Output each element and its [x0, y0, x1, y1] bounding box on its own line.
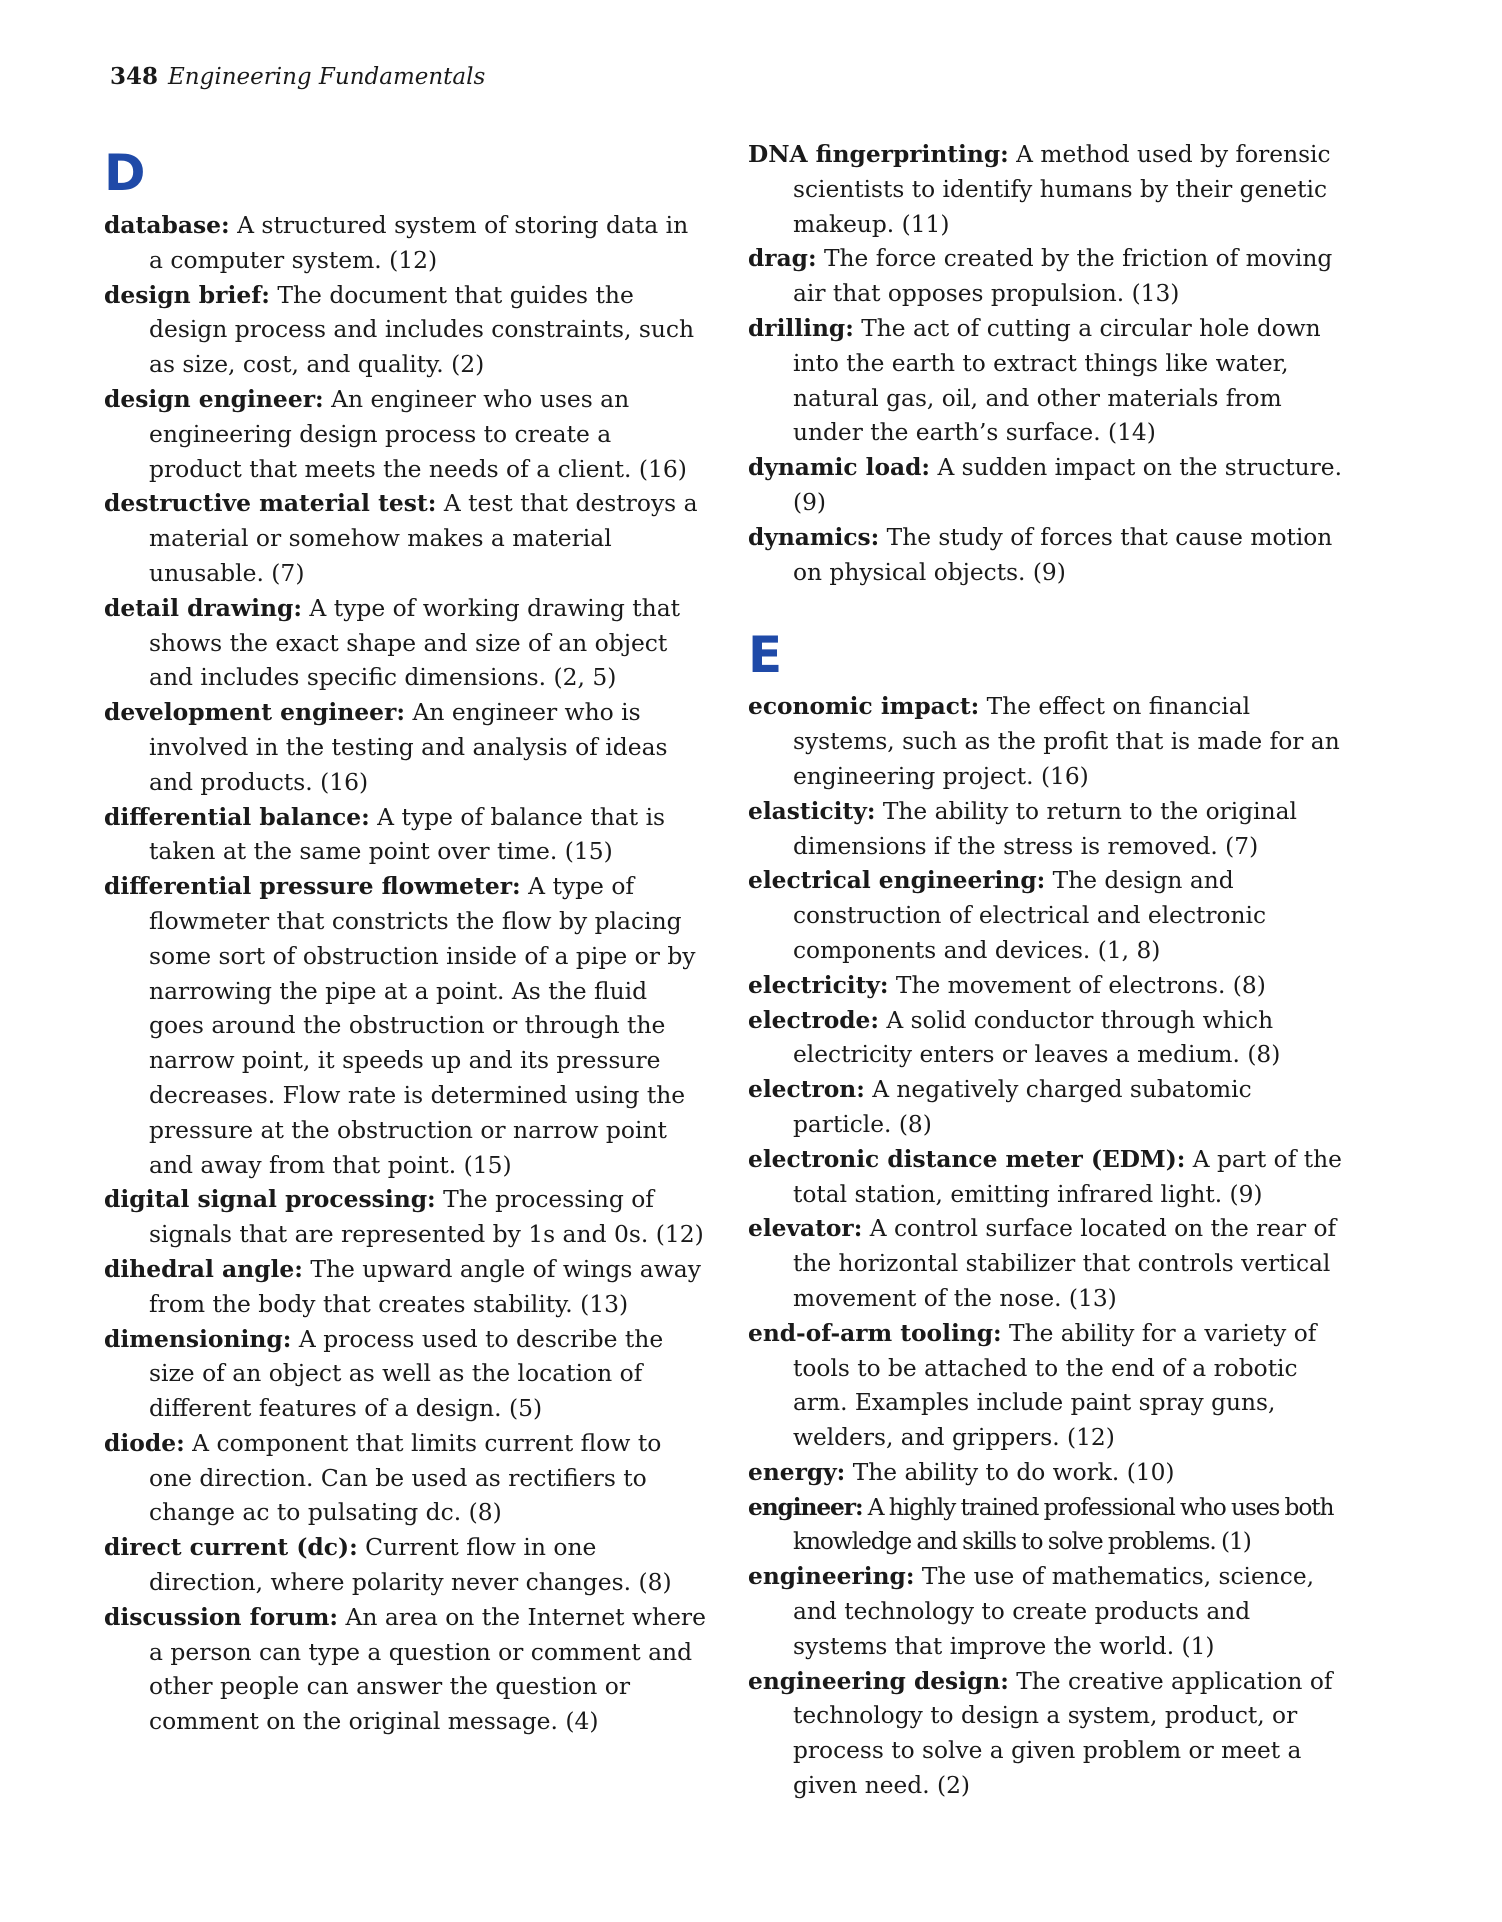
- glossary-definition: The use of mathematics, science, and technology to create products and systems that improve the world. (1): [793, 1563, 1315, 1660]
- glossary-entry: [104, 278, 706, 382]
- glossary-definition: The document that guides the design process and includes constraints, such as size, cost, and quality. (2): [149, 280, 695, 379]
- glossary-entry: [748, 312, 1348, 451]
- glossary-definition: A structured system of storing data in a computer system. (12): [149, 211, 689, 274]
- glossary-term: development engineer:: [104, 698, 405, 727]
- glossary-definition: The effect on financial systems, such as the profit that is made for an engineering project. (16): [793, 693, 1340, 790]
- glossary-term: DNA fingerprinting:: [748, 141, 1009, 168]
- glossary-term: dimensioning:: [104, 1324, 292, 1353]
- glossary-term: dynamic load:: [748, 454, 931, 482]
- page-number: 348: [110, 63, 159, 90]
- glossary-entry: [104, 591, 706, 695]
- glossary-term: electrical engineering:: [748, 867, 1046, 895]
- glossary-term: direct current (dc):: [104, 1533, 358, 1562]
- glossary-entry: [104, 869, 706, 1182]
- glossary-entry: [748, 1143, 1348, 1213]
- right-column: [748, 138, 1348, 1804]
- glossary-entry: [748, 138, 1348, 242]
- glossary-definition: The upward angle of wings away from the body that creates stability. (13): [149, 1254, 701, 1318]
- glossary-definition: An area on the Internet where a person can type a question or comment and other people can answer the question or comment on the original message. (4): [149, 1602, 706, 1736]
- glossary-term: dihedral angle:: [104, 1254, 303, 1283]
- glossary-entry: [748, 1456, 1348, 1491]
- glossary-entry: [748, 1004, 1348, 1074]
- glossary-definition: A test that destroys a material or somehow makes a material unusable. (7): [149, 489, 698, 587]
- glossary-term: digital signal processing:: [104, 1185, 436, 1214]
- glossary-entry: [748, 969, 1348, 1004]
- glossary-definition: The design and construction of electrical and electronic components and devices. (1, 8): [793, 867, 1267, 964]
- glossary-definition: Current flow in one direction, where polarity never changes. (8): [149, 1533, 672, 1597]
- glossary-entry: [104, 208, 706, 278]
- glossary-entry: [748, 864, 1348, 968]
- glossary-definition: The study of forces that cause motion on physical objects. (9): [793, 523, 1333, 586]
- book-title: Engineering Fundamentals: [168, 64, 486, 90]
- glossary-term: destructive material test:: [104, 489, 437, 518]
- glossary-list-d: [104, 208, 706, 1739]
- glossary-term: energy:: [748, 1458, 846, 1486]
- glossary-definition: A control surface located on the rear of the horizontal stabilizer that controls vertical movement of the nose. (13): [793, 1215, 1337, 1312]
- glossary-term: end-of-arm tooling:: [748, 1319, 1002, 1347]
- glossary-entry: [748, 1491, 1348, 1561]
- glossary-term: elevator:: [748, 1215, 863, 1243]
- glossary-list-e: [748, 690, 1348, 1804]
- glossary-definition: The movement of electrons. (8): [895, 971, 1266, 999]
- glossary-term: database:: [104, 211, 230, 239]
- glossary-list-d-continued: [748, 138, 1348, 590]
- glossary-entry: [748, 1212, 1348, 1316]
- glossary-term: electricity:: [748, 971, 889, 999]
- glossary-definition: The creative application of technology to design a system, product, or process to solve a given problem or meet a given need. (2): [793, 1667, 1333, 1800]
- glossary-entry: [748, 1317, 1348, 1456]
- left-column: [104, 138, 706, 1739]
- glossary-term: differential pressure flowmeter:: [104, 872, 521, 901]
- glossary-entry: [748, 795, 1348, 865]
- glossary-definition: A highly trained professional who uses both knowledge and skills to solve problems. (1): [793, 1493, 1334, 1556]
- glossary-term: detail drawing:: [104, 593, 302, 622]
- glossary-definition: An engineer who uses an engineering design process to create a product that meets the needs of a client. (16): [149, 384, 687, 483]
- glossary-entry: [104, 486, 706, 590]
- glossary-entry: [104, 1182, 706, 1252]
- glossary-entry: [104, 800, 706, 870]
- glossary-definition: The processing of signals that are represented by 1s and 0s. (12): [149, 1185, 704, 1249]
- running-head: [110, 62, 485, 92]
- glossary-term: design brief:: [104, 280, 270, 309]
- glossary-definition: A solid conductor through which electricity enters or leaves a medium. (8): [793, 1006, 1281, 1069]
- glossary-term: discussion forum:: [104, 1602, 339, 1631]
- glossary-term: engineer:: [748, 1493, 863, 1521]
- glossary-definition: An engineer who is involved in the testing and analysis of ideas and products. (16): [149, 698, 668, 796]
- glossary-entry: [748, 690, 1348, 794]
- glossary-entry: [104, 382, 706, 486]
- glossary-entry: [748, 451, 1348, 521]
- glossary-definition: The force created by the friction of moving air that opposes propulsion. (13): [793, 245, 1333, 308]
- glossary-term: drilling:: [748, 314, 854, 342]
- glossary-definition: A sudden impact on the structure. (9): [793, 454, 1343, 516]
- glossary-entry: [104, 1252, 706, 1322]
- glossary-entry: [104, 695, 706, 799]
- glossary-definition: The ability for a variety of tools to be attached to the end of a robotic arm. Examples include paint spray guns, welders, and grippers. (12): [793, 1319, 1317, 1452]
- glossary-entry: [104, 1322, 706, 1426]
- glossary-term: engineering:: [748, 1563, 915, 1591]
- glossary-entry: [748, 1073, 1348, 1143]
- glossary-entry: [104, 1600, 706, 1739]
- glossary-definition: A part of the total station, emitting infrared light. (9): [793, 1145, 1342, 1208]
- glossary-entry: [104, 1426, 706, 1530]
- glossary-term: elasticity:: [748, 797, 876, 825]
- section-letter-e: E: [748, 626, 783, 685]
- glossary-definition: A component that limits current flow to one direction. Can be used as rectifiers to change ac to pulsating dc. (8): [149, 1428, 662, 1527]
- glossary-definition: The ability to return to the original dimensions if the stress is removed. (7): [793, 797, 1297, 860]
- glossary-entry: [748, 242, 1348, 312]
- glossary-term: electrode:: [748, 1006, 879, 1034]
- section-letter-d: D: [104, 144, 146, 202]
- glossary-definition: A type of balance that is taken at the same point over time. (15): [149, 802, 666, 866]
- glossary-term: drag:: [748, 245, 817, 273]
- glossary-term: economic impact:: [748, 693, 980, 721]
- glossary-term: design engineer:: [104, 384, 324, 413]
- glossary-definition: The ability to do work. (10): [852, 1458, 1175, 1486]
- glossary-definition: A process used to describe the size of an object as well as the location of different features of a design. (5): [149, 1324, 664, 1423]
- glossary-definition: A type of flowmeter that constricts the flow by placing some sort of obstruction inside of a pipe or by narrowing the pipe at a point. As the fluid goes around the obstruction or through the narrow point, it speeds up and its pressure decreases. Flow rate is determined using the pressure at the obstruction or narrow point and away from that point. (15): [149, 872, 696, 1179]
- glossary-entry: [748, 1665, 1348, 1804]
- glossary-term: dynamics:: [748, 523, 880, 551]
- glossary-entry: [748, 1560, 1348, 1664]
- glossary-term: electronic distance meter (EDM):: [748, 1145, 1186, 1173]
- glossary-term: electron:: [748, 1076, 865, 1104]
- glossary-definition: A negatively charged subatomic particle. (8): [793, 1076, 1252, 1138]
- glossary-entry: [104, 1530, 706, 1600]
- glossary-definition: The act of cutting a circular hole down into the earth to extract things like water, natural gas, oil, and other materials from under the earth’s surface. (14): [793, 314, 1321, 447]
- glossary-term: differential balance:: [104, 802, 370, 831]
- glossary-definition: A type of working drawing that shows the exact shape and size of an object and includes specific dimensions. (2, 5): [149, 593, 681, 692]
- glossary-entry: [748, 521, 1348, 591]
- glossary-definition: A method used by forensic scientists to identify humans by their genetic makeup. (11): [793, 141, 1331, 238]
- glossary-term: engineering design:: [748, 1667, 1009, 1695]
- glossary-term: diode:: [104, 1428, 185, 1457]
